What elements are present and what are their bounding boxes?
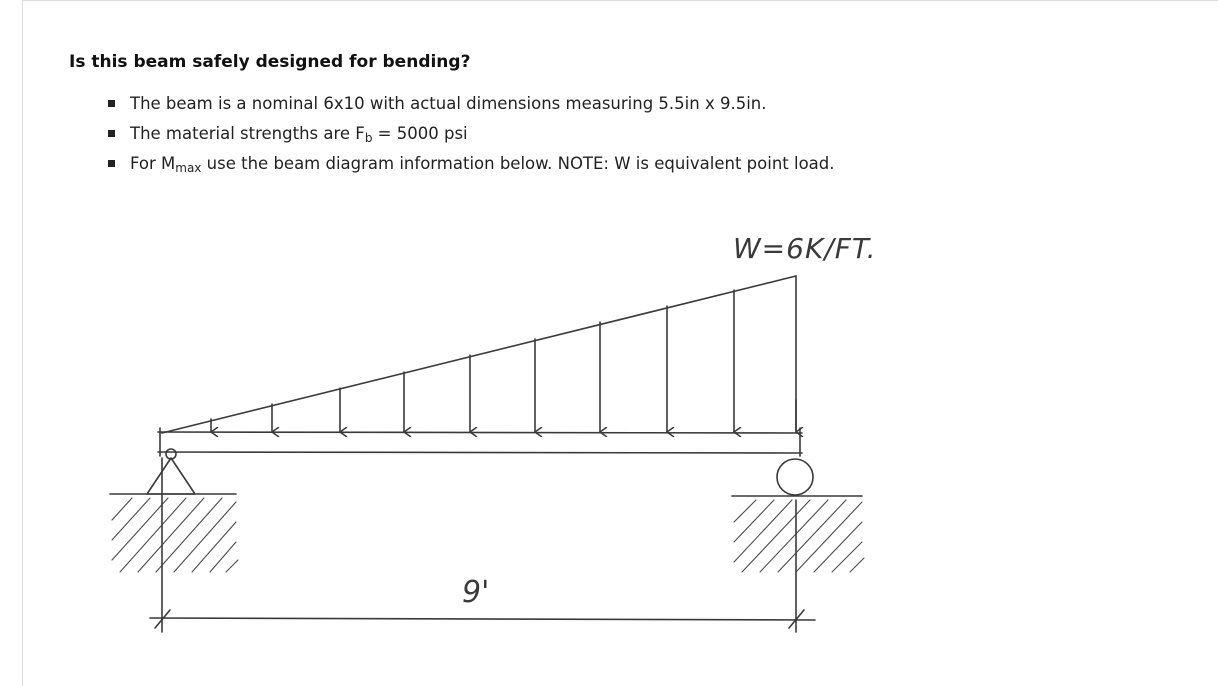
dimensions-text: The beam is a nominal 6x10 with actual dimensions measuring 5.5in x 9.5in. [130,94,767,113]
pin-support [110,449,238,572]
beam [158,428,802,456]
mmax-subscript: max [175,161,202,175]
span-label: 9' [462,575,490,610]
strength-subscript: b [364,131,373,145]
ground-hatch-left [112,498,238,572]
strength-text-suffix: = 5000 psi [372,124,468,143]
load-triangle [162,276,796,433]
question-heading: Is this beam safely designed for bending? [69,52,471,72]
mmax-text-prefix: For M [130,154,176,173]
strength-text-prefix: The material strengths are F [130,124,365,143]
load-label: W=6K/FT. [733,232,877,265]
roller-support [732,459,864,572]
load-arrows [211,290,796,432]
ground-hatch-right [734,500,864,572]
mmax-text-suffix: use the beam diagram information below. NOTE: W is equivalent point load. [201,154,835,173]
